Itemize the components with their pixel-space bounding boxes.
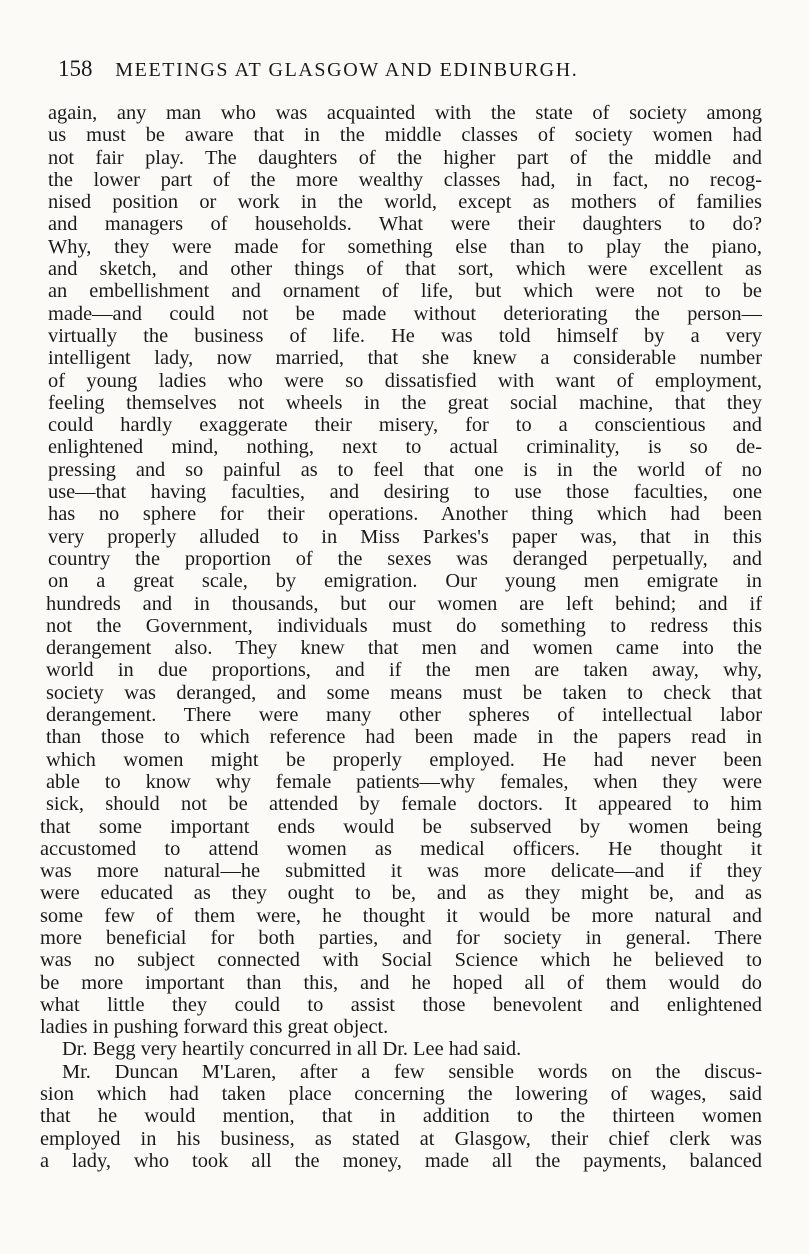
running-title: MEETINGS AT GLASGOW AND EDINBURGH.: [115, 59, 579, 81]
text-line: Why, they were made for something else than to play the piano,: [48, 235, 762, 258]
text-line: nised position or work in the world, except as mothers of families: [48, 191, 762, 214]
text-line: derangement also. They knew that men and women came into the: [46, 637, 762, 660]
text-line: and sketch, and other things of that sort, which were excellent as: [48, 258, 762, 281]
page-header: [58, 54, 758, 84]
text-line: which women might be properly employed. He had never been: [46, 748, 762, 771]
text-line: was no subject connected with Social Science which he believed to: [40, 949, 762, 972]
text-line: and managers of households. What were their daughters to do?: [48, 213, 762, 236]
text-line: could hardly exaggerate their misery, for to a conscientious and: [48, 414, 762, 437]
text-line: the lower part of the more wealthy classes had, in fact, no recog-: [48, 168, 762, 191]
text-line: has no sphere for their operations. Another thing which had been: [48, 503, 762, 526]
page-number: 158: [58, 56, 93, 81]
text-line: enlightened mind, nothing, next to actual criminality, is so de-: [48, 436, 762, 459]
text-line: hundreds and in thousands, but our women are left behind; and if: [46, 592, 762, 615]
text-line: derangement. There were many other spheres of intellectual labor: [46, 704, 762, 727]
text-line: that some important ends would be subserved by women being: [40, 815, 762, 838]
text-line: pressing and so painful as to feel that one is in the world of no: [48, 458, 762, 481]
text-line: was more natural—he submitted it was more delicate—and if they: [40, 860, 762, 883]
text-line: an embellishment and ornament of life, but which were not to be: [48, 280, 762, 303]
text-line: very properly alluded to in Miss Parkes's paper was, that in this: [48, 525, 762, 548]
text-line: employed in his business, as stated at Glasgow, their chief clerk was: [40, 1127, 762, 1150]
body-text: [40, 102, 762, 1172]
text-line: that he would mention, that in addition to the thirteen women: [40, 1105, 762, 1128]
text-line: on a great scale, by emigration. Our young men emigrate in: [48, 570, 762, 593]
text-line: world in due proportions, and if the men are taken away, why,: [46, 659, 762, 682]
text-line: accustomed to attend women as medical officers. He thought it: [40, 837, 762, 860]
text-line: intelligent lady, now married, that she knew a considerable number: [48, 347, 762, 370]
text-line: again, any man who was acquainted with the state of society among: [48, 102, 762, 124]
text-line: not fair play. The daughters of the higher part of the middle and: [48, 146, 762, 169]
text-line: society was deranged, and some means must be taken to check that: [46, 681, 762, 704]
text-line: feeling themselves not wheels in the great social machine, that they: [48, 391, 762, 414]
text-line: than those to which reference had been made in the papers read in: [46, 726, 762, 749]
text-line: sion which had taken place concerning the lowering of wages, said: [40, 1083, 762, 1106]
text-line: use—that having faculties, and desiring to use those faculties, one: [48, 481, 762, 504]
text-line: were educated as they ought to be, and as they might be, and as: [40, 882, 762, 905]
text-line: Dr. Begg very heartily concurred in all Dr. Lee had said.: [62, 1038, 522, 1061]
text-line: made—and could not be made without deteriorating the person—: [48, 302, 762, 325]
text-line: country the proportion of the sexes was deranged perpetually, and: [48, 547, 762, 570]
text-line: not the Government, individuals must do something to redress this: [46, 614, 762, 637]
text-line: a lady, who took all the money, made all the payments, balanced: [40, 1149, 762, 1172]
text-line: sick, should not be attended by female doctors. It appeared to him: [46, 793, 762, 816]
text-line: be more important than this, and he hoped all of them would do: [40, 971, 762, 994]
text-line: able to know why female patients—why females, when they were: [46, 770, 762, 793]
text-line: of young ladies who were so dissatisfied with want of employment,: [48, 369, 762, 392]
text-line: what little they could to assist those benevolent and enlightened: [40, 993, 762, 1016]
text-line: ladies in pushing forward this great object.: [40, 1016, 389, 1039]
text-line: us must be aware that in the middle classes of society women had: [48, 124, 762, 147]
text-line: some few of them were, he thought it would be more natural and: [40, 904, 762, 927]
text-line: Mr. Duncan M'Laren, after a few sensible words on the discus-: [62, 1060, 762, 1083]
text-line: more beneficial for both parties, and for society in general. There: [40, 926, 762, 949]
text-line: virtually the business of life. He was told himself by a very: [48, 324, 762, 347]
